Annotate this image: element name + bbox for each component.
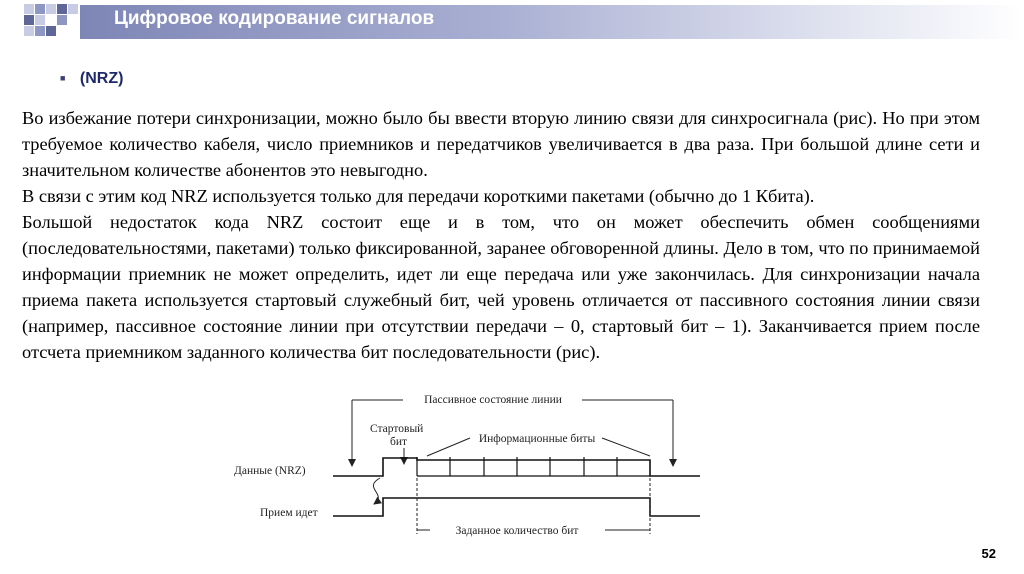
paragraph-1: Во избежание потери синхронизации, можно было бы ввести вторую линию связи для синхросигнала (рис). Но при этом требуемое количество кабеля, число приемников и передатчиков увеличивается в два раза. При большой длине сети и значительном количестве абонентов это невыгодно. [22,108,980,180]
bit-count-label: Заданное количество бит [455,525,579,537]
paragraph-2: В связи с этим код NRZ используется только для передачи короткими пакетами (обычно до 1 Кбита). [22,186,815,206]
bullet-heading [60,70,123,88]
body-text [22,105,980,365]
start-bit-label-line2: бит [390,436,408,448]
bullet-square-icon: ■ [60,73,66,83]
info-bits-label: Информационные биты [478,433,596,445]
data-nrz-label: Данные (NRZ) [234,465,306,477]
start-bit-label-line1: Стартовый [370,423,424,435]
bullet-label: (NRZ) [79,70,124,87]
decorative-squares [0,0,80,45]
page-number: 52 [981,546,996,561]
paragraph-3: Большой недостаток кода NRZ состоит еще и в том, что он может обеспечить обмен сообщениями (последовательностями, пакетами) только фиксированной, заранее обговоренной длины. Дело в том, что по принимаемой информации приемник не может определить, идет ли еще передача или уже закончилась. Для синхронизации начала приема пакета используется стартовый служебный бит, чей уровень отличается от пассивного состояния линии связи (например, пассивное состояние линии при отсутствии передачи – 0, стартовый бит – 1). Заканчивается прием после отсчета приемником заданного количества бит последовательности (рис). [22,212,980,362]
receive-label: Прием идет [260,507,318,519]
nrz-timing-diagram [230,386,700,546]
passive-state-label: Пассивное состояние линии [424,394,562,406]
slide-title: Цифровое кодирование сигналов [114,8,435,29]
